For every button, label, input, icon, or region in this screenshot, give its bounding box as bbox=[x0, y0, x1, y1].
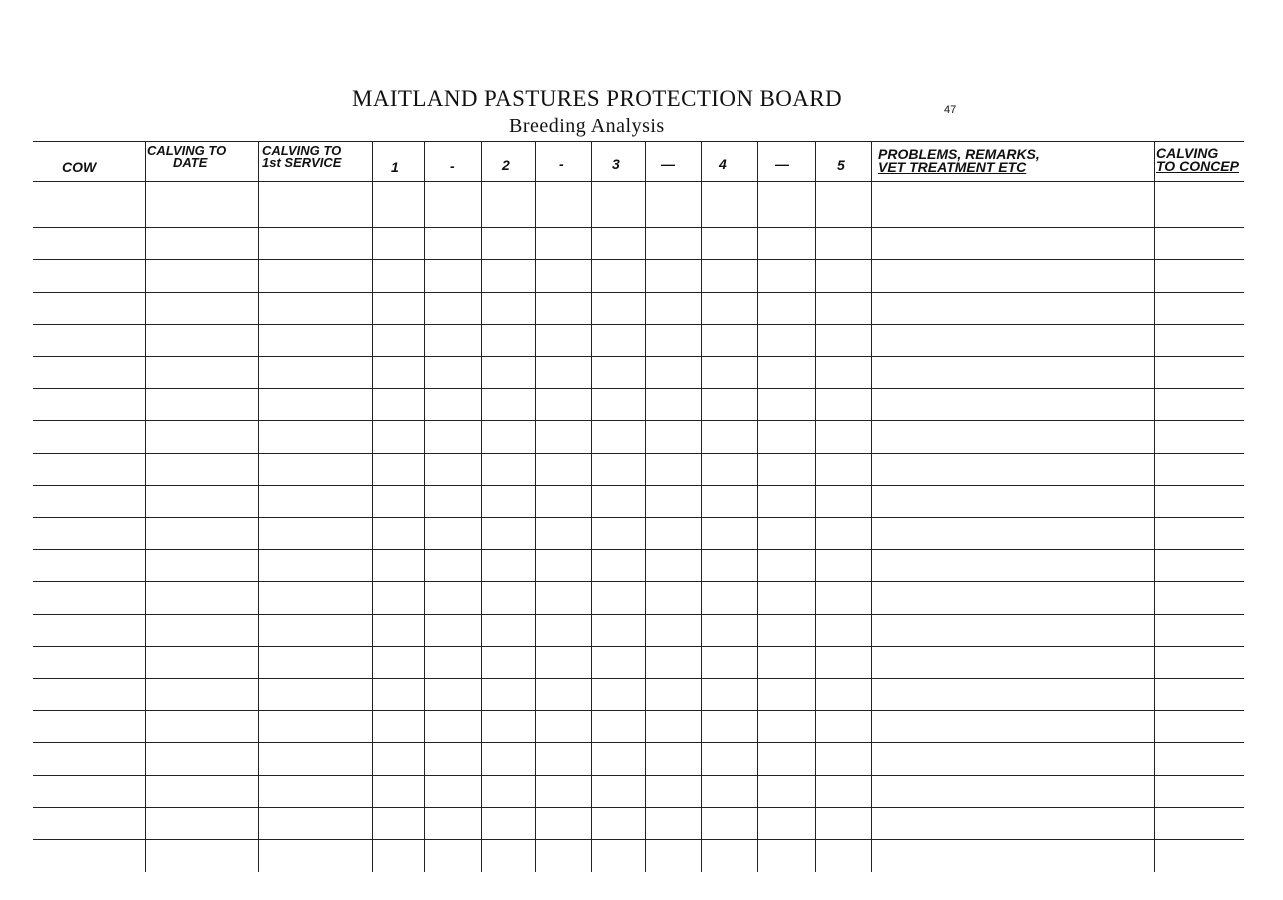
column-rule bbox=[535, 141, 536, 872]
column-rule bbox=[258, 141, 259, 872]
page-number: 47 bbox=[944, 104, 957, 116]
header-calving-to-1st-service bbox=[262, 145, 341, 169]
header-service-5: 5 bbox=[837, 157, 845, 173]
column-rule bbox=[481, 141, 482, 872]
table-top-rule bbox=[33, 141, 1244, 142]
column-rule bbox=[701, 141, 702, 872]
row-rule bbox=[33, 678, 1244, 679]
row-rule bbox=[33, 581, 1244, 582]
row-rule bbox=[33, 775, 1244, 776]
column-rule bbox=[645, 141, 646, 872]
header-calving-to-date bbox=[147, 145, 226, 169]
header-calving-to-service-line2: 1st SERVICE bbox=[262, 155, 342, 170]
header-service-1: 1 bbox=[391, 159, 399, 175]
header-calving-to-date-line2: DATE bbox=[173, 155, 208, 170]
header-service-2: 2 bbox=[502, 157, 510, 173]
row-rule bbox=[33, 356, 1244, 357]
row-rule bbox=[33, 742, 1244, 743]
row-rule bbox=[33, 614, 1244, 615]
header-conception-line2: TO CONCEP bbox=[1156, 158, 1239, 174]
column-rule bbox=[591, 141, 592, 872]
row-rule bbox=[33, 485, 1244, 486]
row-rule bbox=[33, 710, 1244, 711]
row-rule bbox=[33, 388, 1244, 389]
header-dash-3: — bbox=[661, 156, 675, 172]
row-rule bbox=[33, 839, 1244, 840]
column-rule bbox=[372, 141, 373, 872]
header-cow: COW bbox=[62, 159, 97, 175]
row-rule bbox=[33, 807, 1244, 808]
header-calving-to-service-line1: CALVING TO bbox=[262, 143, 342, 158]
row-rule bbox=[33, 292, 1244, 293]
column-rule bbox=[145, 141, 146, 872]
header-service-4: 4 bbox=[719, 156, 727, 172]
row-rule bbox=[33, 259, 1244, 260]
header-dash-4: — bbox=[775, 156, 789, 172]
column-rule bbox=[757, 141, 758, 872]
form-title: MAITLAND PASTURES PROTECTION BOARD bbox=[352, 86, 843, 111]
column-rule bbox=[815, 141, 816, 872]
row-rule bbox=[33, 324, 1244, 325]
form-subtitle: Breeding Analysis bbox=[509, 115, 665, 137]
header-problems-remarks bbox=[878, 148, 1040, 174]
header-bottom-rule bbox=[33, 181, 1244, 182]
header-dash-1: - bbox=[450, 158, 455, 174]
column-rule bbox=[424, 141, 425, 872]
header-dash-2: - bbox=[559, 156, 564, 172]
header-problems-line2: VET TREATMENT ETC bbox=[878, 159, 1027, 175]
row-rule bbox=[33, 549, 1244, 550]
row-rule bbox=[33, 517, 1244, 518]
header-calving-to-conception bbox=[1156, 147, 1239, 173]
header-calving-to-date-line1: CALVING TO bbox=[147, 143, 227, 158]
row-rule bbox=[33, 227, 1244, 228]
row-rule bbox=[33, 420, 1244, 421]
column-rule bbox=[1154, 141, 1155, 872]
row-rule bbox=[33, 453, 1244, 454]
header-service-3: 3 bbox=[612, 156, 620, 172]
row-rule bbox=[33, 646, 1244, 647]
column-rule bbox=[871, 141, 872, 872]
header-problems-line1: PROBLEMS, REMARKS, bbox=[878, 146, 1040, 162]
header-conception-line1: CALVING bbox=[1156, 145, 1219, 161]
